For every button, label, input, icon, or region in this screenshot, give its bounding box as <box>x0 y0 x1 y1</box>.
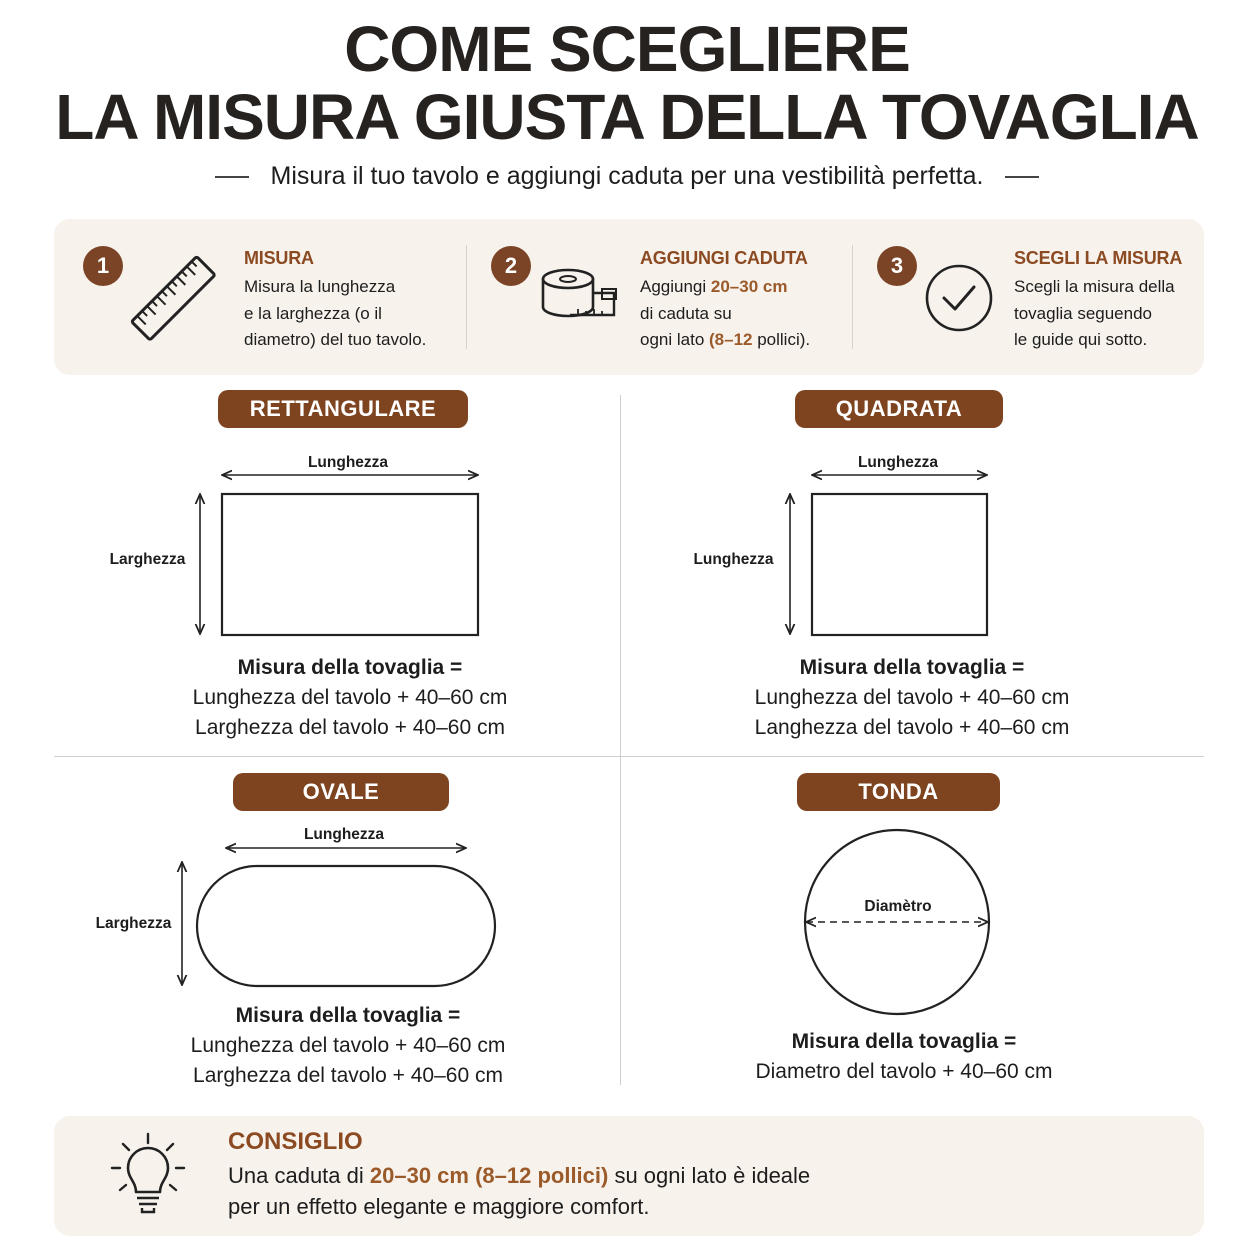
title-line-1: COME SCEGLIERE <box>344 13 910 85</box>
step-2-highlight-cm: 20–30 cm <box>710 277 788 296</box>
step-3-line-1: Scegli la misura della <box>1014 277 1175 296</box>
tip-line-2: per un effetto elegante e maggiore comfort. <box>228 1194 650 1219</box>
tip-text <box>228 1160 810 1222</box>
rectangular-formula-line-1: Lunghezza del tavolo + 40–60 cm <box>192 686 508 709</box>
step-3-title: SCEGLI LA MISURA <box>1014 248 1183 268</box>
tip-line-1-prefix: Una caduta di <box>228 1163 370 1188</box>
tip-line-1 <box>228 1160 810 1191</box>
step-2-line-3-suffix: pollici). <box>752 330 811 349</box>
oval-length-label: Lunghezza <box>303 826 385 843</box>
step-2-number: 2 <box>491 246 531 286</box>
square-length-label: Lunghezza <box>857 454 939 471</box>
step-3-line-2: tovaglia seguendo <box>1014 303 1153 323</box>
square-side-label: Lunghezza <box>693 551 774 568</box>
step-3-line-3: le guide qui sotto. <box>1014 330 1148 349</box>
oval-formula-line-1: Lunghezza del tavolo + 40–60 cm <box>190 1034 506 1057</box>
round-formula <box>704 1027 1104 1087</box>
step-1-title: MISURA <box>244 248 314 268</box>
square-formula-head: Misura della tovaglia = <box>799 656 1025 679</box>
tip-title: CONSIGLIO <box>228 1128 363 1155</box>
rectangular-formula-line-2: Larghezza del tavolo + 40–60 cm <box>195 716 505 739</box>
square-label: QUADRATA <box>795 390 1003 428</box>
square-formula-line-1: Lunghezza del tavolo + 40–60 cm <box>754 686 1070 709</box>
title-line-2: LA MISURA GIUSTA DELLA TOVAGLIA <box>55 81 1199 153</box>
step-1-line-1: Misura la lunghezza <box>244 277 396 296</box>
rectangular-length-label: Lunghezza <box>307 454 389 471</box>
tip-line-1-suffix: su ogni lato è ideale <box>608 1163 811 1188</box>
square-formula-line-2: Langhezza del tavolo + 40–60 cm <box>754 716 1070 739</box>
step-2-line-2: di caduta su <box>640 303 732 323</box>
tip-highlight: 20–30 cm (8–12 pollici) <box>369 1163 609 1188</box>
step-3-number: 3 <box>877 246 917 286</box>
oval-label: OVALE <box>233 773 449 811</box>
step-2-highlight-inch: (8–12 <box>709 330 753 349</box>
step-2-line-3-prefix: ogni lato <box>640 330 709 349</box>
round-formula-head: Misura della tovaglia = <box>791 1030 1017 1053</box>
rectangular-label: RETTANGULARE <box>218 390 468 428</box>
tip-panel <box>54 1116 1204 1236</box>
rectangular-formula-head: Misura della tovaglia = <box>237 656 463 679</box>
oval-width-label: Larghezza <box>95 915 172 932</box>
step-1-line-3: diametro) del tuo tavolo. <box>244 330 427 349</box>
round-label: TONDA <box>797 773 1000 811</box>
rectangular-width-label: Larghezza <box>109 551 186 568</box>
subtitle-text: Misura il tuo tavolo e aggiungi caduta per una vestibilità perfetta. <box>270 162 984 190</box>
lightbulb-icon <box>108 1132 188 1218</box>
oval-formula-head: Misura della tovaglia = <box>235 1004 461 1027</box>
step-1-number: 1 <box>83 246 123 286</box>
oval-formula-line-2: Larghezza del tavolo + 40–60 cm <box>193 1064 503 1087</box>
step-2-line-1-prefix: Aggiungi <box>640 277 711 296</box>
round-diameter-label: Diamètro <box>864 898 932 915</box>
step-1-line-2: e la larghezza (o il <box>244 303 382 323</box>
step-2-title: AGGIUNGI CADUTA <box>640 248 808 268</box>
round-formula-line-1: Diametro del tavolo + 40–60 cm <box>755 1060 1053 1083</box>
